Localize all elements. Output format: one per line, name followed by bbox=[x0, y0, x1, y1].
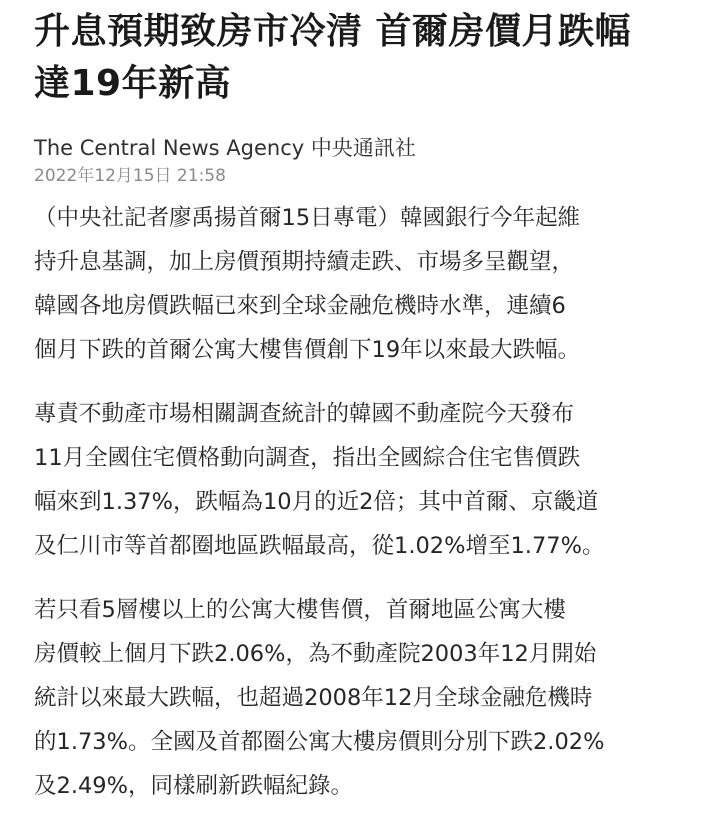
paragraph-line: 持升息基調，加上房價預期持續走跌、市場多呈觀望， bbox=[34, 249, 575, 275]
paragraph-line: 韓國各地房價跌幅已來到全球金融危機時水準，連續6 bbox=[34, 293, 566, 319]
paragraph-line: 專責不動產市場相關調查統計的韓國不動產院今天發布 bbox=[34, 401, 575, 427]
paragraph-line: （中央社記者廖禹揚首爾15日專電）韓國銀行今年起維 bbox=[34, 205, 581, 231]
paragraph-line: 若只看5層樓以上的公寓大樓售價，首爾地區公寓大樓 bbox=[34, 597, 566, 623]
article-paragraph bbox=[34, 392, 684, 568]
article-paragraph bbox=[34, 196, 684, 372]
paragraph-line: 11月全國住宅價格動向調查，指出全國綜合住宅售價跌 bbox=[34, 445, 581, 471]
paragraph-line: 及2.49%，同樣刷新跌幅紀錄。 bbox=[34, 773, 353, 799]
article-title-line: 達19年新高 bbox=[34, 63, 232, 104]
paragraph-line: 幅來到1.37%，跌幅為10月的近2倍；其中首爾、京畿道 bbox=[34, 489, 599, 515]
article-title-line: 升息預期致房市冷清 首爾房價月跌幅 bbox=[34, 11, 632, 52]
article-source[interactable]: The Central News Agency 中央通訊社 bbox=[34, 136, 416, 160]
article-paragraph bbox=[34, 588, 684, 808]
paragraph-line: 統計以來最大跌幅，也超過2008年12月全球金融危機時 bbox=[34, 685, 593, 711]
paragraph-line: 個月下跌的首爾公寓大樓售價創下19年以來最大跌幅。 bbox=[34, 337, 581, 363]
article-title bbox=[34, 0, 684, 110]
article-timestamp: 2022年12月15日 21:58 bbox=[34, 166, 226, 186]
paragraph-line: 及仁川市等首都圈地區跌幅最高，從1.02%增至1.77%。 bbox=[34, 533, 605, 559]
paragraph-line: 的1.73%。全國及首都圈公寓大樓房價則分別下跌2.02% bbox=[34, 729, 605, 755]
paragraph-line: 房價較上個月下跌2.06%，為不動產院2003年12月開始 bbox=[34, 641, 597, 667]
